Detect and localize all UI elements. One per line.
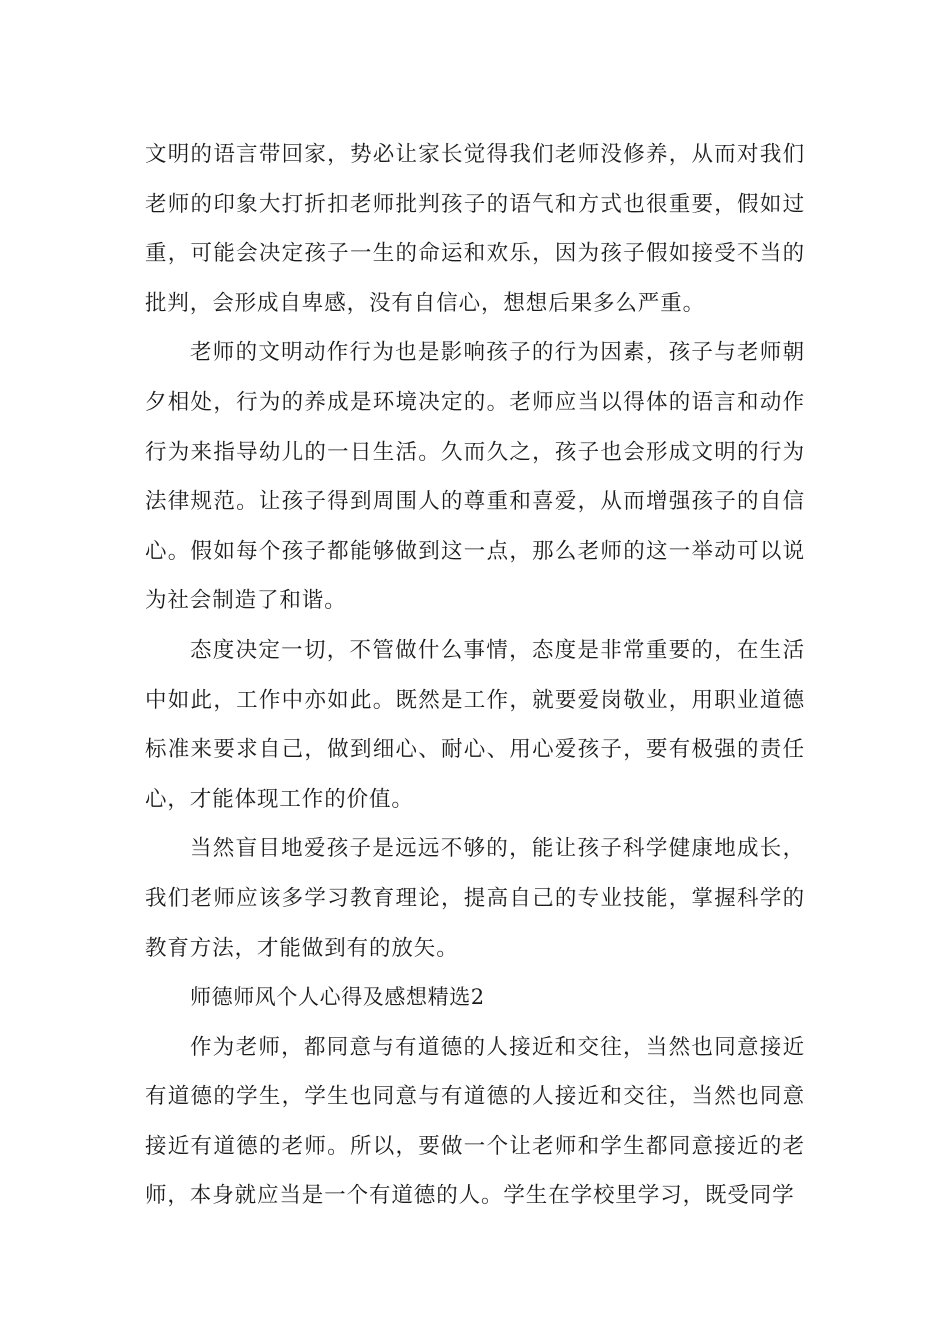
section-heading: 师德师风个人心得及感想精选2 <box>190 985 485 1010</box>
paragraph-moral-teacher: 作为老师，都同意与有道德的人接近和交往，当然也同意接近有道德的学生，学生也同意与有道德的人接近和交往，当然也同意接近有道德的老师。所以，要做一个让老师和学生都同意接近的老师，本身就应当是一个有道德的人。学生在学校里学习，既受同学 <box>145 1034 805 1209</box>
paragraph-scientific-love: 当然盲目地爱孩子是远远不够的，能让孩子科学健康地成长，我们老师应该多学习教育理论，提高自己的专业技能，掌握科学的教育方法，才能做到有的放矢。 <box>145 836 805 961</box>
paragraph-attitude: 态度决定一切，不管做什么事情，态度是非常重要的，在生活中如此，工作中亦如此。既然是工作，就要爱岗敬业，用职业道德标准来要求自己，做到细心、耐心、用心爱孩子，要有极强的责任心，才能体现工作的价值。 <box>145 637 805 812</box>
paragraph-civilized-behavior: 老师的文明动作行为也是影响孩子的行为因素，孩子与老师朝夕相处，行为的养成是环境决定的。老师应当以得体的语言和动作行为来指导幼儿的一日生活。久而久之，孩子也会形成文明的行为法律规范。让孩子得到周围人的尊重和喜爱，从而增强孩子的自信心。假如每个孩子都能够做到这一点，那么老师的这一举动可以说为社会制造了和谐。 <box>145 340 805 614</box>
paragraph-continuation: 文明的语言带回家，势必让家长觉得我们老师没修养，从而对我们老师的印象大打折扣老师批判孩子的语气和方式也很重要，假如过重，可能会决定孩子一生的命运和欢乐，因为孩子假如接受不当的批判，会形成自卑感，没有自信心，想想后果多么严重。 <box>145 142 805 316</box>
document-body <box>145 130 805 1221</box>
